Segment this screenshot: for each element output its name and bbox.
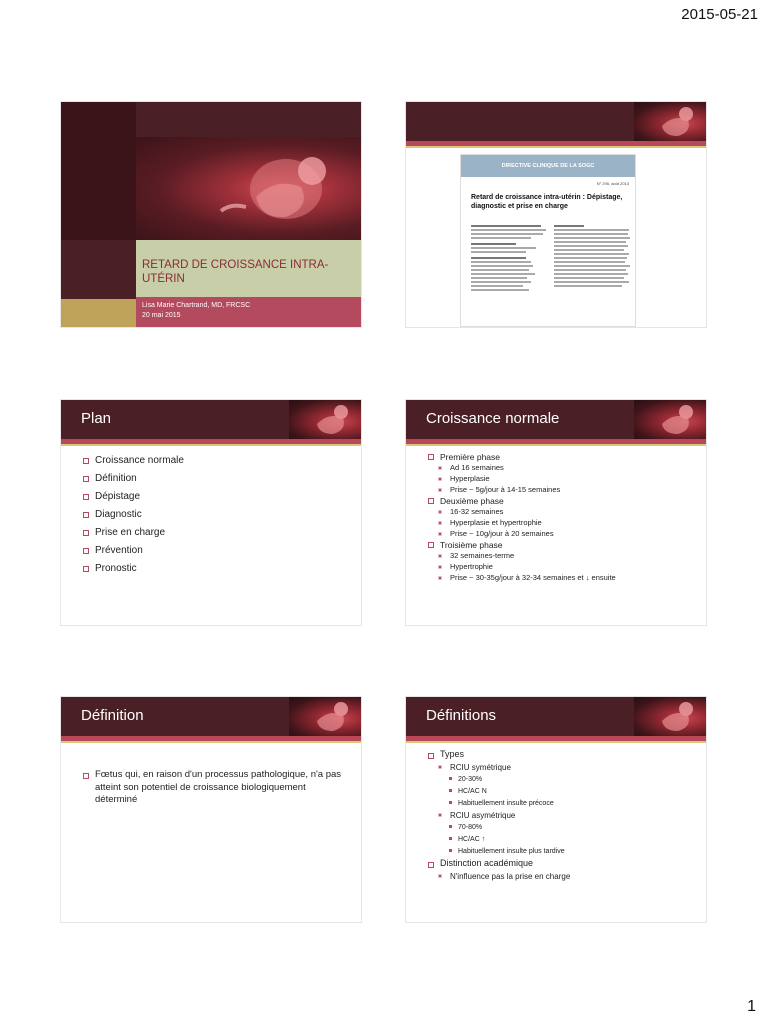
slide-document bbox=[406, 102, 706, 327]
types-heading: Types bbox=[426, 749, 696, 760]
list-item: Ad 16 semaines bbox=[426, 463, 696, 473]
phase-heading: Troisième phase bbox=[426, 540, 696, 550]
list-item: 20-30% bbox=[426, 774, 696, 785]
list-item: HC/AC N bbox=[426, 786, 696, 797]
fetus-thumbnail bbox=[634, 102, 706, 141]
presentation-title: RETARD DE CROISSANCE INTRA-UTÉRIN bbox=[142, 259, 329, 285]
list-item: Définition bbox=[81, 472, 351, 485]
header-stripe-gold bbox=[406, 146, 706, 148]
slide-heading: Plan bbox=[81, 410, 112, 427]
phase-heading: Première phase bbox=[426, 452, 696, 462]
doc-title: Retard de croissance intra-utérin : Dépistage, diagnostic et prise en charge bbox=[471, 194, 623, 210]
list-item: Hypertrophie bbox=[426, 562, 696, 572]
list-item: Diagnostic bbox=[81, 508, 351, 521]
definition-text: Fœtus qui, en raison d'un processus pathologique, n'a pas atteint son potentiel de croissance biologiquement déterminé bbox=[81, 769, 343, 807]
academic-heading: Distinction académique bbox=[426, 858, 696, 869]
definition-list bbox=[81, 769, 343, 812]
list-item: Prise ~ 10g/jour à 20 semaines bbox=[426, 529, 696, 539]
list-item: 32 semaines-terme bbox=[426, 551, 696, 561]
list-item: Dépistage bbox=[81, 490, 351, 503]
list-item: Habituellement insulte plus tardive bbox=[426, 846, 696, 857]
doc-number: N° 295, août 2013 bbox=[596, 181, 629, 186]
list-item: HC/AC ↑ bbox=[426, 834, 696, 845]
phase-heading: Deuxième phase bbox=[426, 496, 696, 506]
page-date: 2015-05-21 bbox=[681, 6, 758, 23]
rciu-symetrique: RCIU symétrique bbox=[426, 762, 696, 773]
list-item: Prévention bbox=[81, 544, 351, 557]
header-stripe-gold bbox=[406, 741, 706, 743]
header-stripe-gold bbox=[406, 444, 706, 446]
list-item: Croissance normale bbox=[81, 454, 351, 467]
fetus-thumbnail bbox=[289, 697, 361, 736]
slide-croissance-normale bbox=[406, 400, 706, 625]
list-item: Pronostic bbox=[81, 562, 351, 575]
definitions-list bbox=[426, 749, 696, 883]
author-band bbox=[136, 297, 361, 327]
slide-title bbox=[61, 102, 361, 327]
presentation-date: 20 mai 2015 bbox=[142, 312, 181, 319]
list-item: 16-32 semaines bbox=[426, 507, 696, 517]
list-item: Hyperplasie et hypertrophie bbox=[426, 518, 696, 528]
list-item: Prise en charge bbox=[81, 526, 351, 539]
slide-plan bbox=[61, 400, 361, 625]
list-item: 70-80% bbox=[426, 822, 696, 833]
fetus-thumbnail bbox=[634, 697, 706, 736]
slide-heading: Définition bbox=[81, 707, 144, 724]
list-item: Prise ~ 30-35g/jour à 32-34 semaines et ↓ ensuite bbox=[426, 573, 696, 583]
header-stripe-gold bbox=[61, 444, 361, 446]
list-item: N'influence pas la prise en charge bbox=[426, 871, 696, 882]
title-box bbox=[136, 240, 361, 297]
header-stripe-gold bbox=[61, 741, 361, 743]
gold-block bbox=[61, 299, 136, 327]
slide-definitions bbox=[406, 697, 706, 922]
fetus-image bbox=[136, 137, 361, 241]
fetus-thumbnail bbox=[634, 400, 706, 439]
page-number: 1 bbox=[747, 998, 756, 1015]
slide-heading: Croissance normale bbox=[426, 410, 560, 427]
list-item: Habituellement insulte précoce bbox=[426, 798, 696, 809]
plan-list bbox=[81, 454, 351, 580]
slide-definition bbox=[61, 697, 361, 922]
list-item: Prise ~ 5g/jour à 14-15 semaines bbox=[426, 485, 696, 495]
rciu-asymetrique: RCIU asymétrique bbox=[426, 810, 696, 821]
author-name: Lisa Marie Chartrand, MD, FRCSC bbox=[142, 302, 251, 309]
growth-phases-list bbox=[426, 452, 696, 584]
doc-header: DIRECTIVE CLINIQUE DE LA SOGC bbox=[461, 155, 635, 177]
sogc-document-image bbox=[460, 154, 636, 327]
slide-header bbox=[406, 102, 634, 141]
title-left-panel bbox=[61, 102, 136, 240]
list-item: Hyperplasie bbox=[426, 474, 696, 484]
slide-heading: Définitions bbox=[426, 707, 497, 724]
fetus-thumbnail bbox=[289, 400, 361, 439]
